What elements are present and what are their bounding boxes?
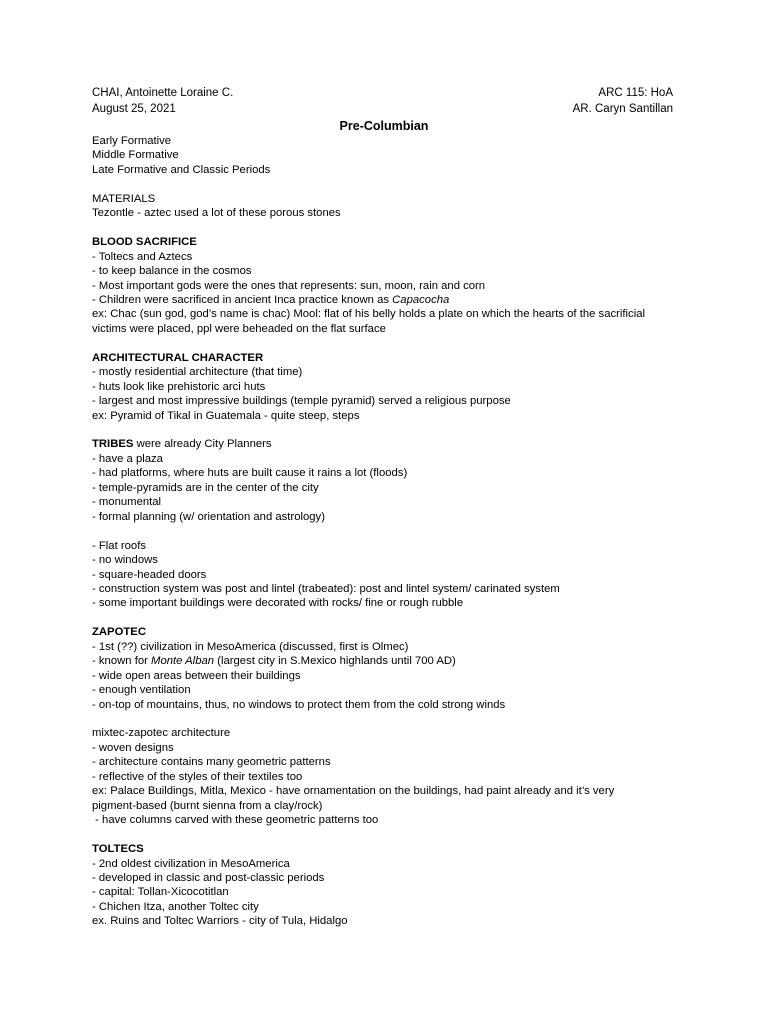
document-date: August 25, 2021 (92, 103, 176, 115)
mixtec-heading: mixtec-zapotec architecture (92, 727, 231, 740)
materials-tezontle: Tezontle - aztec used a lot of these porous stones (92, 207, 341, 220)
arch-character-line: - largest and most impressive buildings (temple pyramid) served a religious purpose (92, 395, 511, 408)
zapotec-line: - 1st (??) civilization in MesoAmerica (discussed, first is Olmec) (92, 640, 409, 653)
period-early: Early Formative (92, 135, 172, 147)
mixtec-line: - architecture contains many geometric patterns (92, 756, 331, 769)
feature-line: - square-headed doors (92, 568, 207, 581)
spacer (92, 828, 682, 842)
tribes-line: - temple-pyramids are in the center of the city (92, 481, 319, 494)
tribes-heading: TRIBES (92, 438, 134, 451)
mixtec-line: - woven designs (92, 741, 174, 754)
feature-line: - no windows (92, 554, 158, 567)
tribes-line: - formal planning (w/ orientation and astrology) (92, 510, 325, 523)
arch-character-line: - huts look like prehistoric arci huts (92, 380, 266, 393)
mixtec-line: ex: Palace Buildings, Mitla, Mexico - have ornamentation on the buildings, had paint already and it’s very (92, 785, 615, 798)
author-name: CHAI, Antoinette Loraine C. (92, 87, 234, 99)
materials-heading: MATERIALS (92, 192, 156, 205)
zapotec-line: - enough ventilation (92, 684, 191, 697)
spacer (92, 423, 682, 437)
zapotec-heading: ZAPOTEC (92, 626, 146, 639)
monte-alban-term: Monte Alban (151, 655, 215, 668)
spacer (92, 336, 682, 350)
mixtec-line: - have columns carved with these geometric patterns too (92, 814, 379, 827)
tribes-line: - have a plaza (92, 452, 163, 465)
tribes-line: - had platforms, where huts are built cause it rains a lot (floods) (92, 467, 408, 480)
blood-sacrifice-line: victims were placed, ppl were beheaded on the flat surface (92, 322, 386, 335)
tribes-line: - monumental (92, 496, 162, 509)
document-title: Pre-Columbian (339, 119, 429, 133)
toltecs-line: - developed in classic and post-classic periods (92, 871, 325, 884)
toltecs-line: - 2nd oldest civilization in MesoAmerica (92, 857, 290, 870)
arch-character-line: ex: Pyramid of Tikal in Guatemala - quite steep, steps (92, 409, 360, 422)
zapotec-line: - on-top of mountains, thus, no windows to protect them from the cold strong winds (92, 698, 506, 711)
document-body (92, 134, 682, 929)
period-late: Late Formative and Classic Periods (92, 163, 271, 176)
period-middle: Middle Formative (92, 149, 179, 162)
spacer (92, 221, 682, 235)
spacer (92, 177, 682, 191)
blood-sacrifice-line: ex: Chac (sun god, god’s name is chac) Mool: flat of his belly holds a plate on which the hearts of the sacrificial (92, 308, 646, 321)
arch-character-heading: ARCHITECTURAL CHARACTER (92, 351, 264, 364)
monte-alban-suffix: (largest city in S.Mexico highlands until 700 AD) (214, 655, 456, 668)
toltecs-line: ex. Ruins and Toltec Warriors - city of Tula, Hidalgo (92, 915, 348, 928)
spacer (92, 611, 682, 625)
feature-line: - Flat roofs (92, 539, 146, 552)
capacocha-prefix: - Children were sacrificed in ancient Inca practice known as (92, 293, 393, 306)
blood-sacrifice-heading: BLOOD SACRIFICE (92, 236, 197, 249)
toltecs-heading: TOLTECS (92, 843, 144, 856)
spacer (92, 524, 682, 538)
course-code: ARC 115: HoA (598, 87, 673, 99)
feature-line: - construction system was post and lintel (trabeated): post and lintel system/ carinated system (92, 582, 560, 595)
blood-sacrifice-line: - Toltecs and Aztecs (92, 250, 193, 263)
zapotec-line: - wide open areas between their buildings (92, 669, 301, 682)
arch-character-line: - mostly residential architecture (that time) (92, 366, 303, 379)
blood-sacrifice-line: - to keep balance in the cosmos (92, 265, 252, 278)
instructor-name: AR. Caryn Santillan (572, 103, 673, 115)
toltecs-line: - Chichen Itza, another Toltec city (92, 900, 259, 913)
blood-sacrifice-line (92, 293, 682, 307)
mixtec-line: pigment-based (burnt sienna from a clay/rock) (92, 799, 323, 812)
tribes-heading-line (92, 437, 682, 451)
blood-sacrifice-line: - Most important gods were the ones that represents: sun, moon, rain and corn (92, 279, 486, 292)
capacocha-term: Capacocha (392, 293, 450, 306)
monte-alban-prefix: - known for (92, 655, 152, 668)
spacer (92, 712, 682, 726)
zapotec-line (92, 654, 682, 668)
toltecs-line: - capital: Tollan-Xicocotitlan (92, 886, 229, 899)
mixtec-line: - reflective of the styles of their textiles too (92, 770, 303, 783)
feature-line: - some important buildings were decorated with rocks/ fine or rough rubble (92, 597, 464, 610)
tribes-heading-rest: were already City Planners (133, 438, 272, 451)
